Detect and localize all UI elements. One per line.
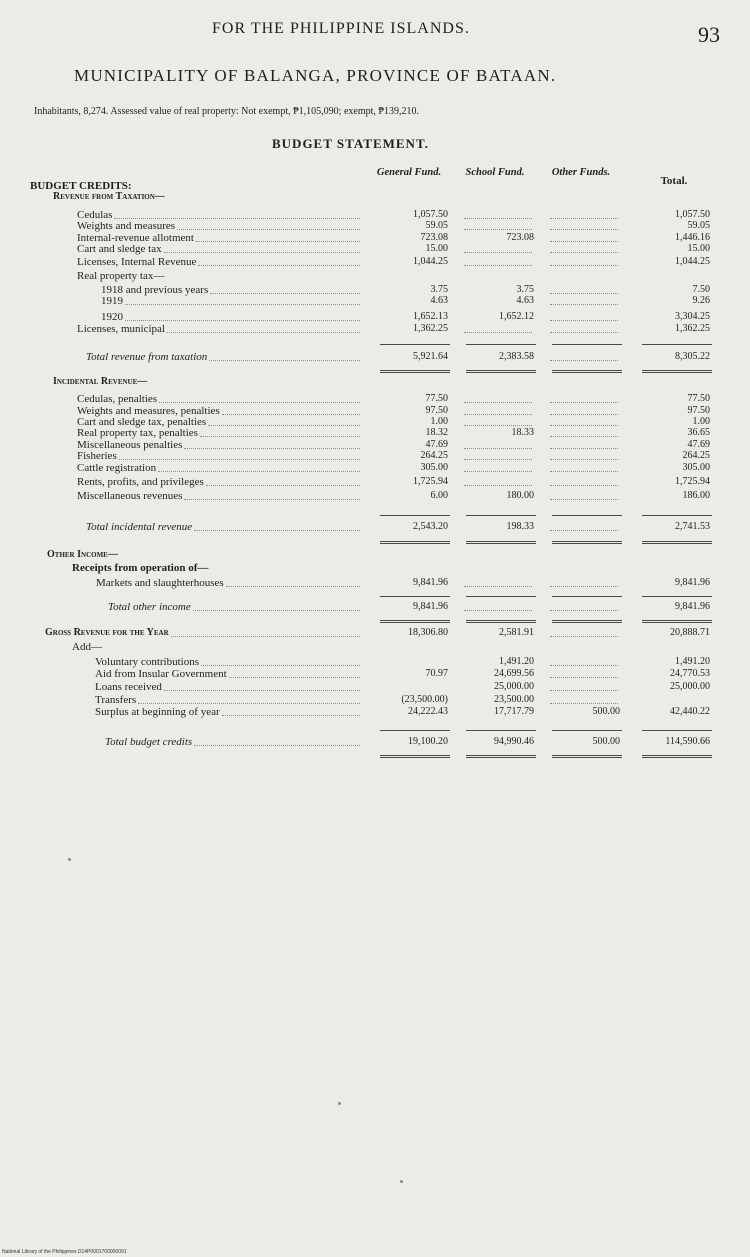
row-label: Real property tax, penalties xyxy=(77,427,198,439)
total-rule xyxy=(466,730,536,731)
empty-cell-leader xyxy=(550,471,618,472)
general-fund-cell: 15.00 xyxy=(425,243,448,254)
empty-cell-leader xyxy=(464,459,532,460)
empty-cell-leader xyxy=(550,677,618,678)
double-rule xyxy=(380,755,450,758)
total-rule xyxy=(642,730,712,731)
double-rule xyxy=(466,755,536,758)
dot-leader xyxy=(158,471,360,472)
total-cell: 20,888.71 xyxy=(670,627,710,638)
general-fund-cell: 1,044.25 xyxy=(413,256,448,267)
row-label: Weights and measures xyxy=(77,220,176,232)
other-funds-cell: 500.00 xyxy=(592,706,620,717)
dot-leader xyxy=(201,665,360,666)
general-fund-cell: 2,543.20 xyxy=(413,521,448,532)
row-label: Surplus at beginning of year xyxy=(95,706,220,718)
empty-cell-leader xyxy=(464,471,532,472)
school-fund-cell: 4.63 xyxy=(516,295,534,306)
empty-cell-leader xyxy=(550,218,618,219)
dot-leader xyxy=(206,485,360,486)
row-label: Fisheries xyxy=(77,450,117,462)
row-label: Add— xyxy=(72,641,102,653)
row-label: Markets and slaughterhouses xyxy=(96,577,224,589)
dot-leader xyxy=(208,425,360,426)
general-fund-cell: 4.63 xyxy=(430,295,448,306)
dot-leader xyxy=(164,252,360,253)
total-cell: 9,841.96 xyxy=(675,601,710,612)
empty-cell-leader xyxy=(464,332,532,333)
empty-cell-leader xyxy=(464,448,532,449)
total-rule xyxy=(380,515,450,516)
paper-speck xyxy=(400,1180,403,1183)
dot-leader xyxy=(125,304,360,305)
empty-cell-leader xyxy=(550,690,618,691)
general-fund-cell: 18.32 xyxy=(425,427,448,438)
total-cell: 186.00 xyxy=(682,490,710,501)
row-label: Voluntary contributions xyxy=(95,656,199,668)
general-fund-cell: 70.97 xyxy=(425,668,448,679)
empty-cell-leader xyxy=(550,332,618,333)
total-rule xyxy=(552,730,622,731)
dot-leader xyxy=(198,265,360,266)
double-rule xyxy=(380,370,450,373)
school-fund-cell: 18.33 xyxy=(511,427,534,438)
total-cell: 264.25 xyxy=(682,450,710,461)
running-head: FOR THE PHILIPPINE ISLANDS. xyxy=(212,20,470,37)
empty-cell-leader xyxy=(550,425,618,426)
dot-leader xyxy=(159,402,360,403)
general-fund-cell: 9,841.96 xyxy=(413,577,448,588)
school-fund-cell: 94,990.46 xyxy=(494,736,534,747)
empty-cell-leader xyxy=(550,265,618,266)
dot-leader xyxy=(229,677,360,678)
general-fund-cell: 3.75 xyxy=(430,284,448,295)
row-label: Total revenue from taxation xyxy=(86,351,208,363)
general-fund-cell: (23,500.00) xyxy=(401,694,448,705)
row-label: Cedulas xyxy=(77,209,113,221)
double-rule xyxy=(380,541,450,544)
dot-leader xyxy=(119,459,360,460)
dot-leader xyxy=(125,320,360,321)
empty-cell-leader xyxy=(550,448,618,449)
general-fund-cell: 1,725.94 xyxy=(413,476,448,487)
school-fund-cell: 25,000.00 xyxy=(494,681,534,692)
general-fund-cell: 19,100.20 xyxy=(408,736,448,747)
total-cell: 77.50 xyxy=(687,393,710,404)
general-fund-cell: 723.08 xyxy=(420,232,448,243)
total-rule xyxy=(466,515,536,516)
inhabitants-line: Inhabitants, 8,274. Assessed value of real property: Not exempt, ₱1,105,090; exempt, ₱139,210. xyxy=(34,106,419,117)
total-cell: 8,305.22 xyxy=(675,351,710,362)
row-label: Total budget credits xyxy=(105,736,193,748)
empty-cell-leader xyxy=(550,610,618,611)
empty-cell-leader xyxy=(550,530,618,531)
dot-leader xyxy=(194,745,360,746)
double-rule xyxy=(552,541,622,544)
double-rule xyxy=(380,620,450,623)
row-label: Incidental Revenue— xyxy=(53,376,148,387)
empty-cell-leader xyxy=(464,265,532,266)
empty-cell-leader xyxy=(464,586,532,587)
dot-leader xyxy=(184,499,360,500)
dot-leader xyxy=(209,360,360,361)
empty-cell-leader xyxy=(550,436,618,437)
dot-leader xyxy=(167,332,360,333)
dot-leader xyxy=(222,715,360,716)
general-fund-cell: 47.69 xyxy=(425,439,448,450)
dot-leader xyxy=(222,414,360,415)
row-label: 1918 and previous years xyxy=(101,284,209,296)
total-rule xyxy=(380,730,450,731)
total-rule xyxy=(552,515,622,516)
total-cell: 42,440.22 xyxy=(670,706,710,717)
empty-cell-leader xyxy=(550,320,618,321)
school-fund-cell: 24,699.56 xyxy=(494,668,534,679)
row-label: Rents, profits, and privileges xyxy=(77,476,204,488)
page-number: 93 xyxy=(698,22,720,47)
total-rule xyxy=(552,344,622,345)
row-label: Total incidental revenue xyxy=(86,521,193,533)
double-rule xyxy=(466,541,536,544)
row-label: Loans received xyxy=(95,681,162,693)
dot-leader xyxy=(194,530,360,531)
total-cell: 3,304.25 xyxy=(675,311,710,322)
row-label: Cart and sledge tax, penalties xyxy=(77,416,207,428)
municipality-title: MUNICIPALITY OF BALANGA, PROVINCE OF BATAAN. xyxy=(74,66,557,85)
empty-cell-leader xyxy=(550,703,618,704)
empty-cell-leader xyxy=(550,459,618,460)
general-fund-cell: 77.50 xyxy=(425,393,448,404)
dot-leader xyxy=(226,586,360,587)
double-rule xyxy=(552,620,622,623)
empty-cell-leader xyxy=(550,360,618,361)
total-rule xyxy=(552,596,622,597)
double-rule xyxy=(642,620,712,623)
empty-cell-leader xyxy=(464,485,532,486)
school-fund-cell: 723.08 xyxy=(506,232,534,243)
general-fund-cell: 1,057.50 xyxy=(413,209,448,220)
dot-leader xyxy=(184,448,360,449)
row-label: Internal-revenue allotment xyxy=(77,232,194,244)
dot-leader xyxy=(210,293,360,294)
total-cell: 1.00 xyxy=(692,416,710,427)
general-fund-cell: 264.25 xyxy=(420,450,448,461)
school-fund-cell: 3.75 xyxy=(516,284,534,295)
row-label: Real property tax— xyxy=(77,270,165,282)
row-label: Revenue from Taxation— xyxy=(53,191,165,202)
general-fund-cell: 6.00 xyxy=(430,490,448,501)
paper-speck xyxy=(338,1102,341,1105)
total-cell: 25,000.00 xyxy=(670,681,710,692)
double-rule xyxy=(552,755,622,758)
school-fund-cell: 23,500.00 xyxy=(494,694,534,705)
row-label: Cart and sledge tax xyxy=(77,243,162,255)
row-label: Total other income xyxy=(108,601,191,613)
row-label: 1919 xyxy=(101,295,123,307)
general-fund-cell: 97.50 xyxy=(425,405,448,416)
total-rule xyxy=(642,515,712,516)
empty-cell-leader xyxy=(550,304,618,305)
double-rule xyxy=(642,370,712,373)
column-header-general-fund: General Fund. xyxy=(376,167,442,178)
row-label: Weights and measures, penalties xyxy=(77,405,220,417)
column-header-other-funds: Other Funds. xyxy=(551,167,611,178)
total-cell: 2,741.53 xyxy=(675,521,710,532)
row-label: BUDGET CREDITS: xyxy=(30,180,132,192)
empty-cell-leader xyxy=(550,665,618,666)
total-cell: 114,590.66 xyxy=(665,736,710,747)
total-cell: 9.26 xyxy=(692,295,710,306)
general-fund-cell: 24,222.43 xyxy=(408,706,448,717)
row-label: Transfers xyxy=(95,694,137,706)
row-label: Receipts from operation of— xyxy=(72,562,209,574)
school-fund-cell: 2,383.58 xyxy=(499,351,534,362)
dot-leader xyxy=(138,703,360,704)
total-cell: 97.50 xyxy=(687,405,710,416)
total-cell: 1,044.25 xyxy=(675,256,710,267)
row-label: Other Income— xyxy=(47,549,118,560)
school-fund-cell: 17,717.79 xyxy=(494,706,534,717)
double-rule xyxy=(552,370,622,373)
other-funds-cell: 500.00 xyxy=(592,736,620,747)
empty-cell-leader xyxy=(550,636,618,637)
empty-cell-leader xyxy=(550,252,618,253)
total-rule xyxy=(466,596,536,597)
total-cell: 15.00 xyxy=(687,243,710,254)
row-label: Miscellaneous revenues xyxy=(77,490,183,502)
library-footer: National Library of the Philippines D14P0001700000091 xyxy=(2,1249,127,1255)
dot-leader xyxy=(171,636,360,637)
empty-cell-leader xyxy=(550,293,618,294)
general-fund-cell: 9,841.96 xyxy=(413,601,448,612)
row-label: Licenses, municipal xyxy=(77,323,165,335)
row-label: 1920 xyxy=(101,311,123,323)
column-header-total: Total. xyxy=(660,175,688,187)
double-rule xyxy=(466,620,536,623)
paper-speck xyxy=(68,858,71,861)
total-cell: 1,362.25 xyxy=(675,323,710,334)
total-cell: 1,057.50 xyxy=(675,209,710,220)
empty-cell-leader xyxy=(464,252,532,253)
row-label: Gross Revenue for the Year xyxy=(45,627,169,638)
empty-cell-leader xyxy=(550,499,618,500)
total-cell: 305.00 xyxy=(682,462,710,473)
total-cell: 1,491.20 xyxy=(675,656,710,667)
empty-cell-leader xyxy=(464,425,532,426)
total-cell: 24,770.53 xyxy=(670,668,710,679)
row-label: Cattle registration xyxy=(77,462,157,474)
double-rule xyxy=(466,370,536,373)
total-cell: 47.69 xyxy=(687,439,710,450)
dot-leader xyxy=(196,241,360,242)
total-rule xyxy=(380,596,450,597)
total-rule xyxy=(466,344,536,345)
empty-cell-leader xyxy=(464,402,532,403)
total-rule xyxy=(380,344,450,345)
empty-cell-leader xyxy=(550,241,618,242)
total-rule xyxy=(642,344,712,345)
empty-cell-leader xyxy=(464,229,532,230)
total-rule xyxy=(642,596,712,597)
school-fund-cell: 180.00 xyxy=(506,490,534,501)
general-fund-cell: 5,921.64 xyxy=(413,351,448,362)
dot-leader xyxy=(193,610,360,611)
double-rule xyxy=(642,755,712,758)
empty-cell-leader xyxy=(550,414,618,415)
row-label: Aid from Insular Government xyxy=(95,668,227,680)
empty-cell-leader xyxy=(464,414,532,415)
general-fund-cell: 18,306.80 xyxy=(408,627,448,638)
total-cell: 1,725.94 xyxy=(675,476,710,487)
empty-cell-leader xyxy=(464,610,532,611)
total-cell: 7.50 xyxy=(692,284,710,295)
empty-cell-leader xyxy=(464,218,532,219)
empty-cell-leader xyxy=(550,402,618,403)
total-cell: 59.05 xyxy=(687,220,710,231)
column-header-school-fund: School Fund. xyxy=(465,167,525,178)
dot-leader xyxy=(164,690,360,691)
double-rule xyxy=(642,541,712,544)
total-cell: 36.65 xyxy=(687,427,710,438)
row-label: Cedulas, penalties xyxy=(77,393,158,405)
dot-leader xyxy=(177,229,360,230)
dot-leader xyxy=(114,218,360,219)
school-fund-cell: 198.33 xyxy=(506,521,534,532)
empty-cell-leader xyxy=(550,586,618,587)
total-cell: 1,446.16 xyxy=(675,232,710,243)
dot-leader xyxy=(200,436,360,437)
school-fund-cell: 1,491.20 xyxy=(499,656,534,667)
general-fund-cell: 1,362.25 xyxy=(413,323,448,334)
general-fund-cell: 59.05 xyxy=(425,220,448,231)
row-label: Licenses, Internal Revenue xyxy=(77,256,197,268)
general-fund-cell: 1,652.13 xyxy=(413,311,448,322)
general-fund-cell: 1.00 xyxy=(430,416,448,427)
budget-statement-title: BUDGET STATEMENT. xyxy=(272,136,429,151)
general-fund-cell: 305.00 xyxy=(420,462,448,473)
total-cell: 9,841.96 xyxy=(675,577,710,588)
school-fund-cell: 1,652.12 xyxy=(499,311,534,322)
row-label: Miscellaneous penalties xyxy=(77,439,183,451)
school-fund-cell: 2,581.91 xyxy=(499,627,534,638)
empty-cell-leader xyxy=(550,485,618,486)
empty-cell-leader xyxy=(550,229,618,230)
